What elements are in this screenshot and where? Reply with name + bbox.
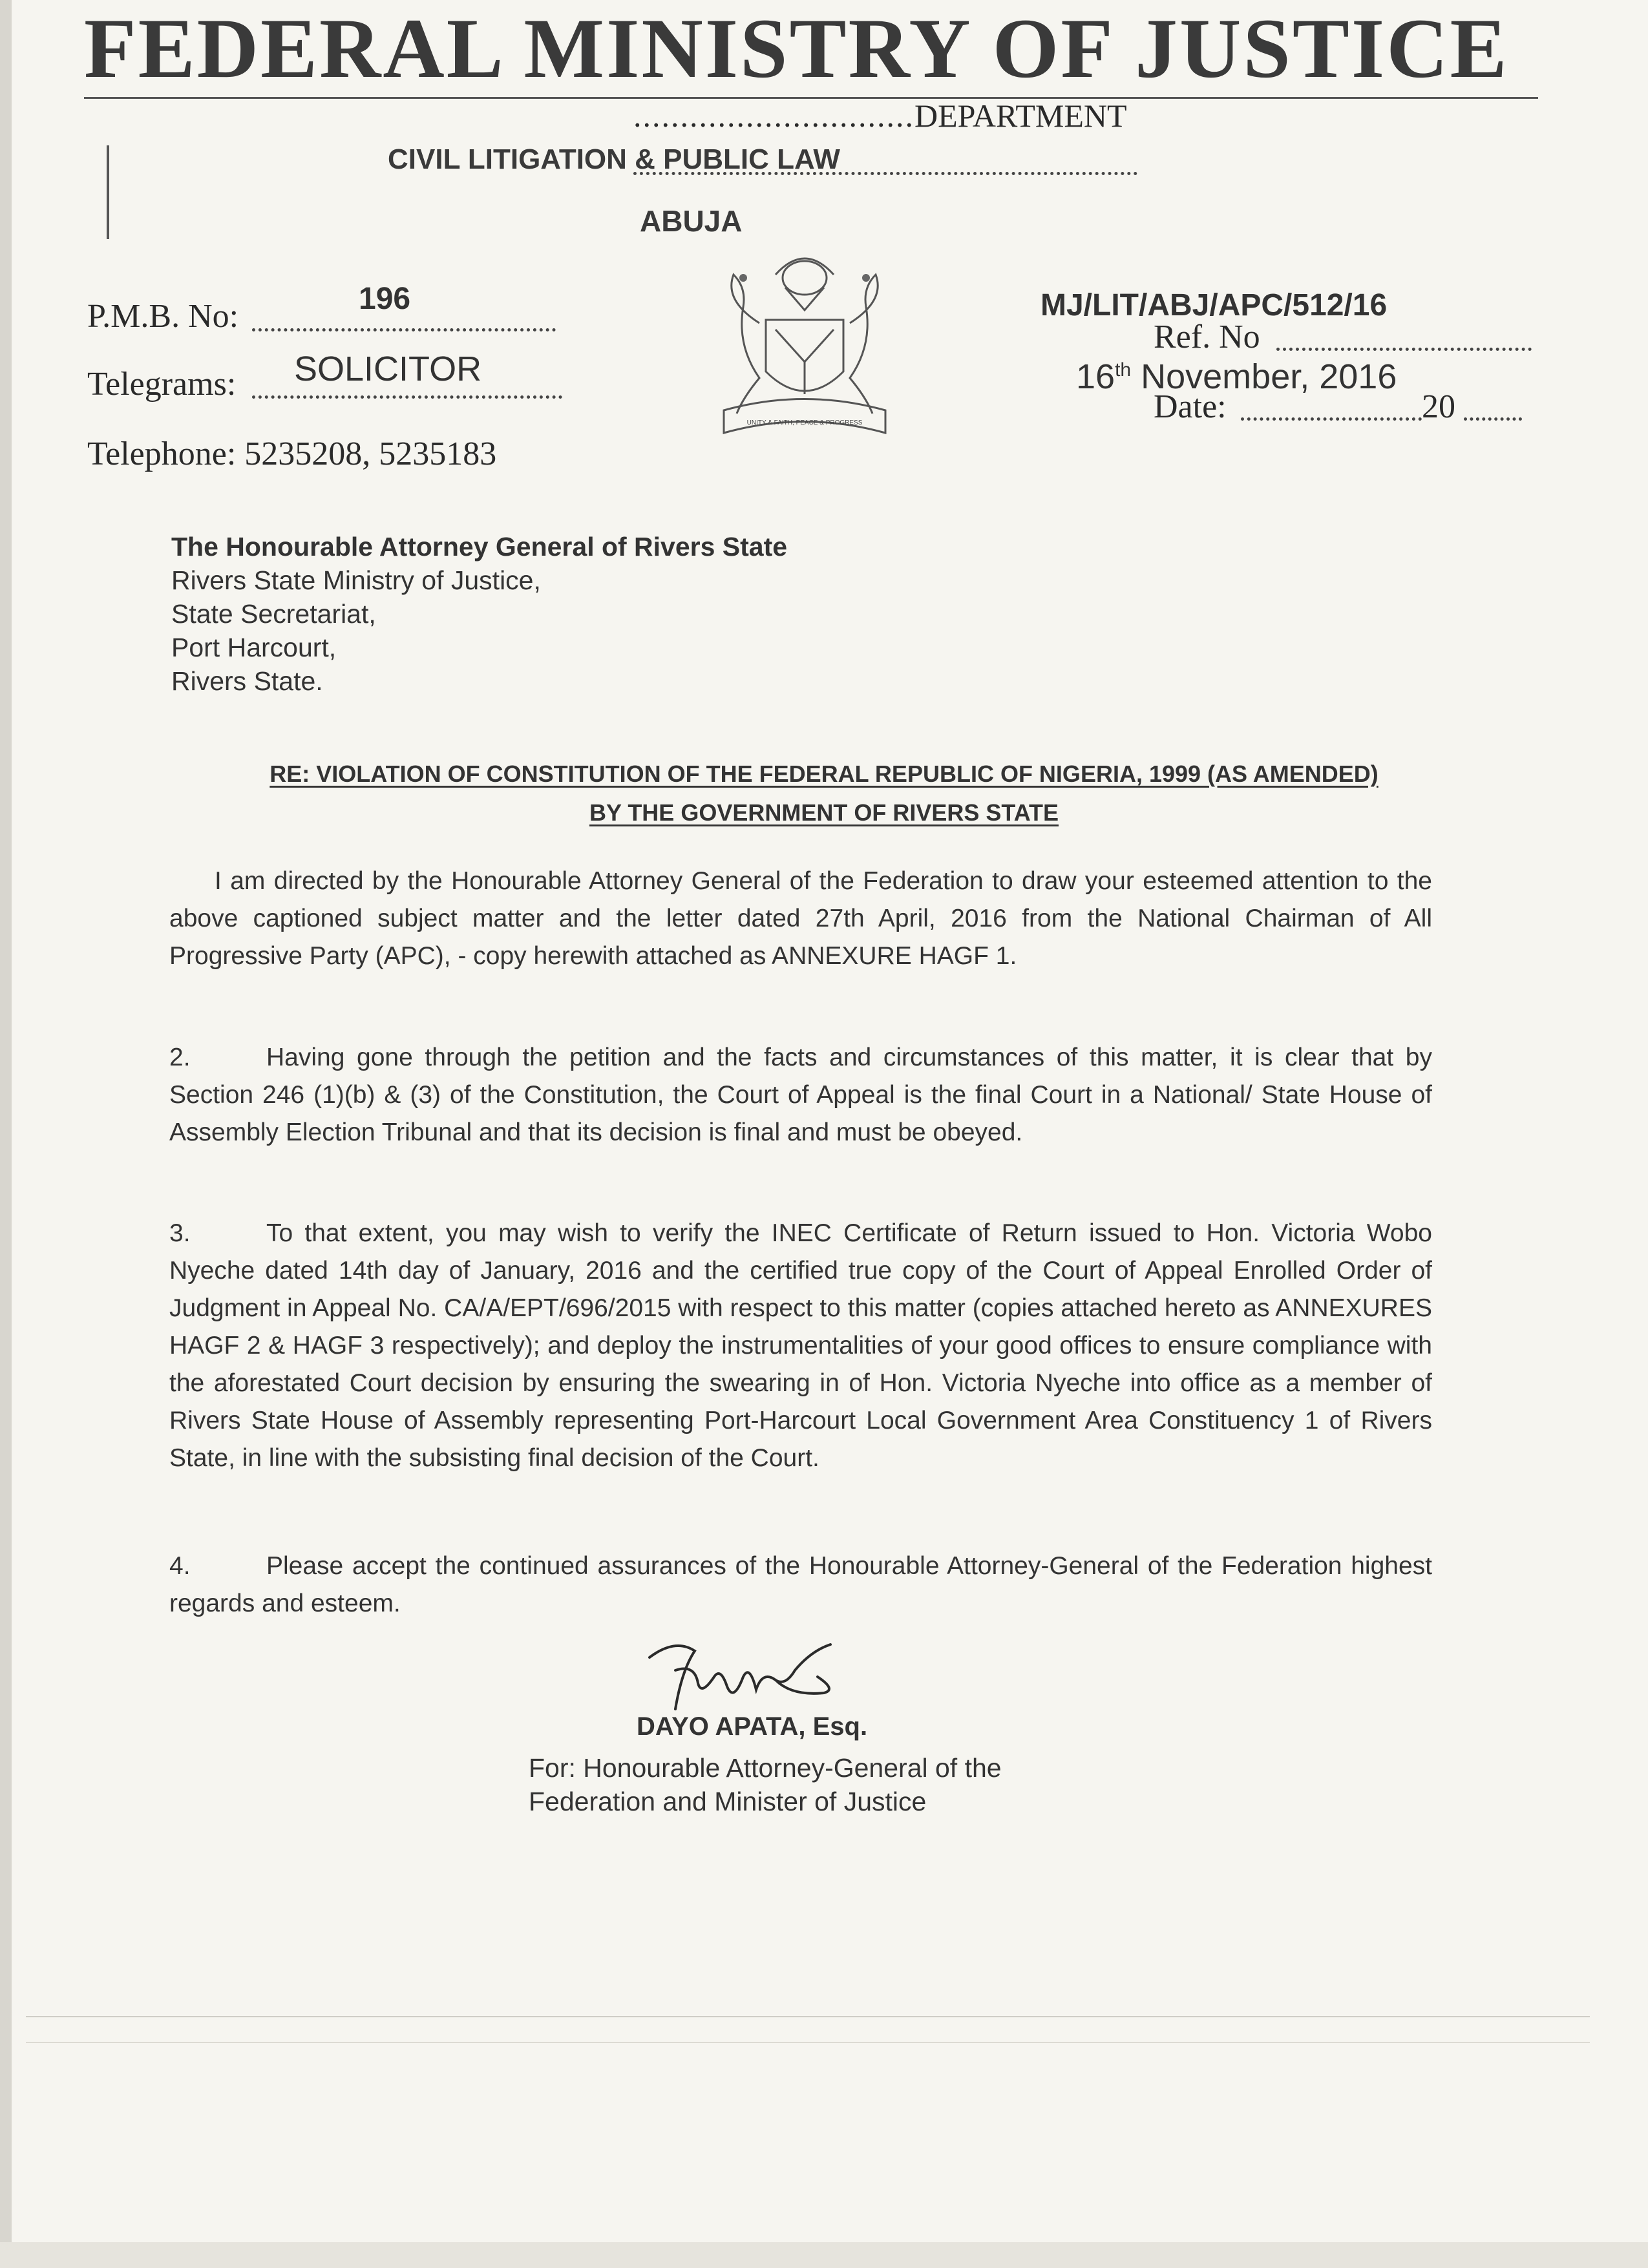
telegrams-value: SOLICITOR [294, 350, 482, 388]
date-label: Date: [1154, 388, 1227, 425]
recipient-line: Rivers State Ministry of Justice, [171, 565, 541, 595]
date-month-year: November, 2016 [1141, 357, 1397, 396]
paragraph-1 [169, 863, 1432, 975]
subject-heading [168, 755, 1480, 832]
reference-number: MJ/LIT/ABJ/APC/512/16 [1041, 288, 1388, 322]
paragraph-2 [169, 1039, 1432, 1151]
ref-dots [1276, 348, 1532, 351]
signatory-capacity [529, 1751, 1002, 1818]
recipient-line: Rivers State. [171, 666, 323, 696]
pmb-dots [252, 328, 556, 331]
paragraph-4 [169, 1548, 1432, 1622]
letter-date [1076, 357, 1397, 397]
telegrams-dots [252, 395, 562, 399]
pmb-value: 196 [359, 282, 411, 316]
date-dots [1241, 417, 1422, 421]
scan-artifact-line [26, 2016, 1590, 2017]
division-dots [633, 172, 1137, 175]
department-line [633, 97, 1127, 134]
signatory-capacity-line-2: Federation and Minister of Justice [529, 1787, 927, 1816]
division-name: CIVIL LITIGATION & PUBLIC LAW [388, 143, 840, 175]
paragraph-1-text: I am directed by the Honourable Attorney General of the Federation to draw your esteemed attention to the above captioned subject matter and the letter dated 27th April, 2016 from the National Chairman of All Progressive Party (APC), - copy herewith attached as ANNEXURE HAGF 1. [169, 867, 1432, 970]
subject-line-1: RE: VIOLATION OF CONSTITUTION OF THE FEDERAL REPUBLIC OF NIGERIA, 1999 (AS AMENDED) [269, 761, 1379, 787]
paragraph-4-text: Please accept the continued assurances of the Honourable Attorney-General of the Federation highest regards and esteem. [169, 1552, 1432, 1617]
recipient-address [171, 530, 787, 698]
scan-edge-bottom [0, 2242, 1648, 2268]
recipient-title: The Honourable Attorney General of Rivers State [171, 532, 788, 562]
city-name: ABUJA [640, 204, 743, 238]
date-year-dots [1464, 417, 1522, 421]
scan-artifact-line [26, 2042, 1590, 2043]
date-year-prefix: 20 [1422, 388, 1455, 425]
paragraph-2-number: 2. [169, 1044, 191, 1071]
paragraph-3-text: To that extent, you may wish to verify the INEC Certificate of Return issued to Hon. Victoria Wobo Nyeche dated 14th day of January, 2016 and the certified true copy of the Court of Appeal Enrolled Order of Judgment in Appeal No. CA/A/EPT/696/2015 with respect to this matter (copies attached hereto as ANNEXURES HAGF 2 & HAGF 3 respectively); and deploy the instrumentalities of your good offices to ensure compliance with the aforestated Court decision by ensuring the swearing in of Hon. Victoria Nyeche into office as a member of Rivers State House of Assembly representing Port-Harcourt Local Government Area Constituency 1 of Rivers State, in line with the subsisting final decision of the Court. [169, 1219, 1432, 1472]
ministry-masthead: FEDERAL MINISTRY OF JUSTICE [84, 1, 1509, 96]
date-day: 16 [1076, 357, 1115, 396]
paragraph-3-number: 3. [169, 1219, 191, 1247]
ref-label: Ref. No [1154, 319, 1260, 355]
scan-edge-left [0, 0, 12, 2268]
margin-mark [107, 145, 109, 239]
recipient-line: Port Harcourt, [171, 633, 337, 662]
crest-motto: UNITY & FAITH, PEACE & PROGRESS [746, 419, 863, 426]
paragraph-2-text: Having gone through the petition and the facts and circumstances of this matter, it is clear that by Section 246 (1)(b) & (3) of the Constitution, the Court of Appeal is the final Court in a National/ State House of Assembly Election Tribunal and that its decision is final and must be obeyed. [169, 1044, 1432, 1146]
subject-line-2: BY THE GOVERNMENT OF RIVERS STATE [589, 799, 1059, 826]
telephone-line: Telephone: 5235208, 5235183 [87, 436, 497, 472]
paragraph-4-number: 4. [169, 1552, 191, 1580]
paragraph-3 [169, 1215, 1432, 1477]
pmb-label: P.M.B. No: [87, 298, 239, 335]
department-dots: .............................. [633, 98, 914, 134]
signatory-capacity-line-1: For: Honourable Attorney-General of the [529, 1753, 1002, 1783]
department-label: DEPARTMENT [914, 98, 1127, 134]
telegrams-label: Telegrams: [87, 366, 237, 403]
signatory-name: DAYO APATA, Esq. [637, 1712, 868, 1741]
coat-of-arms-icon [698, 249, 911, 443]
date-suffix: th [1115, 359, 1132, 381]
recipient-line: State Secretariat, [171, 599, 376, 629]
